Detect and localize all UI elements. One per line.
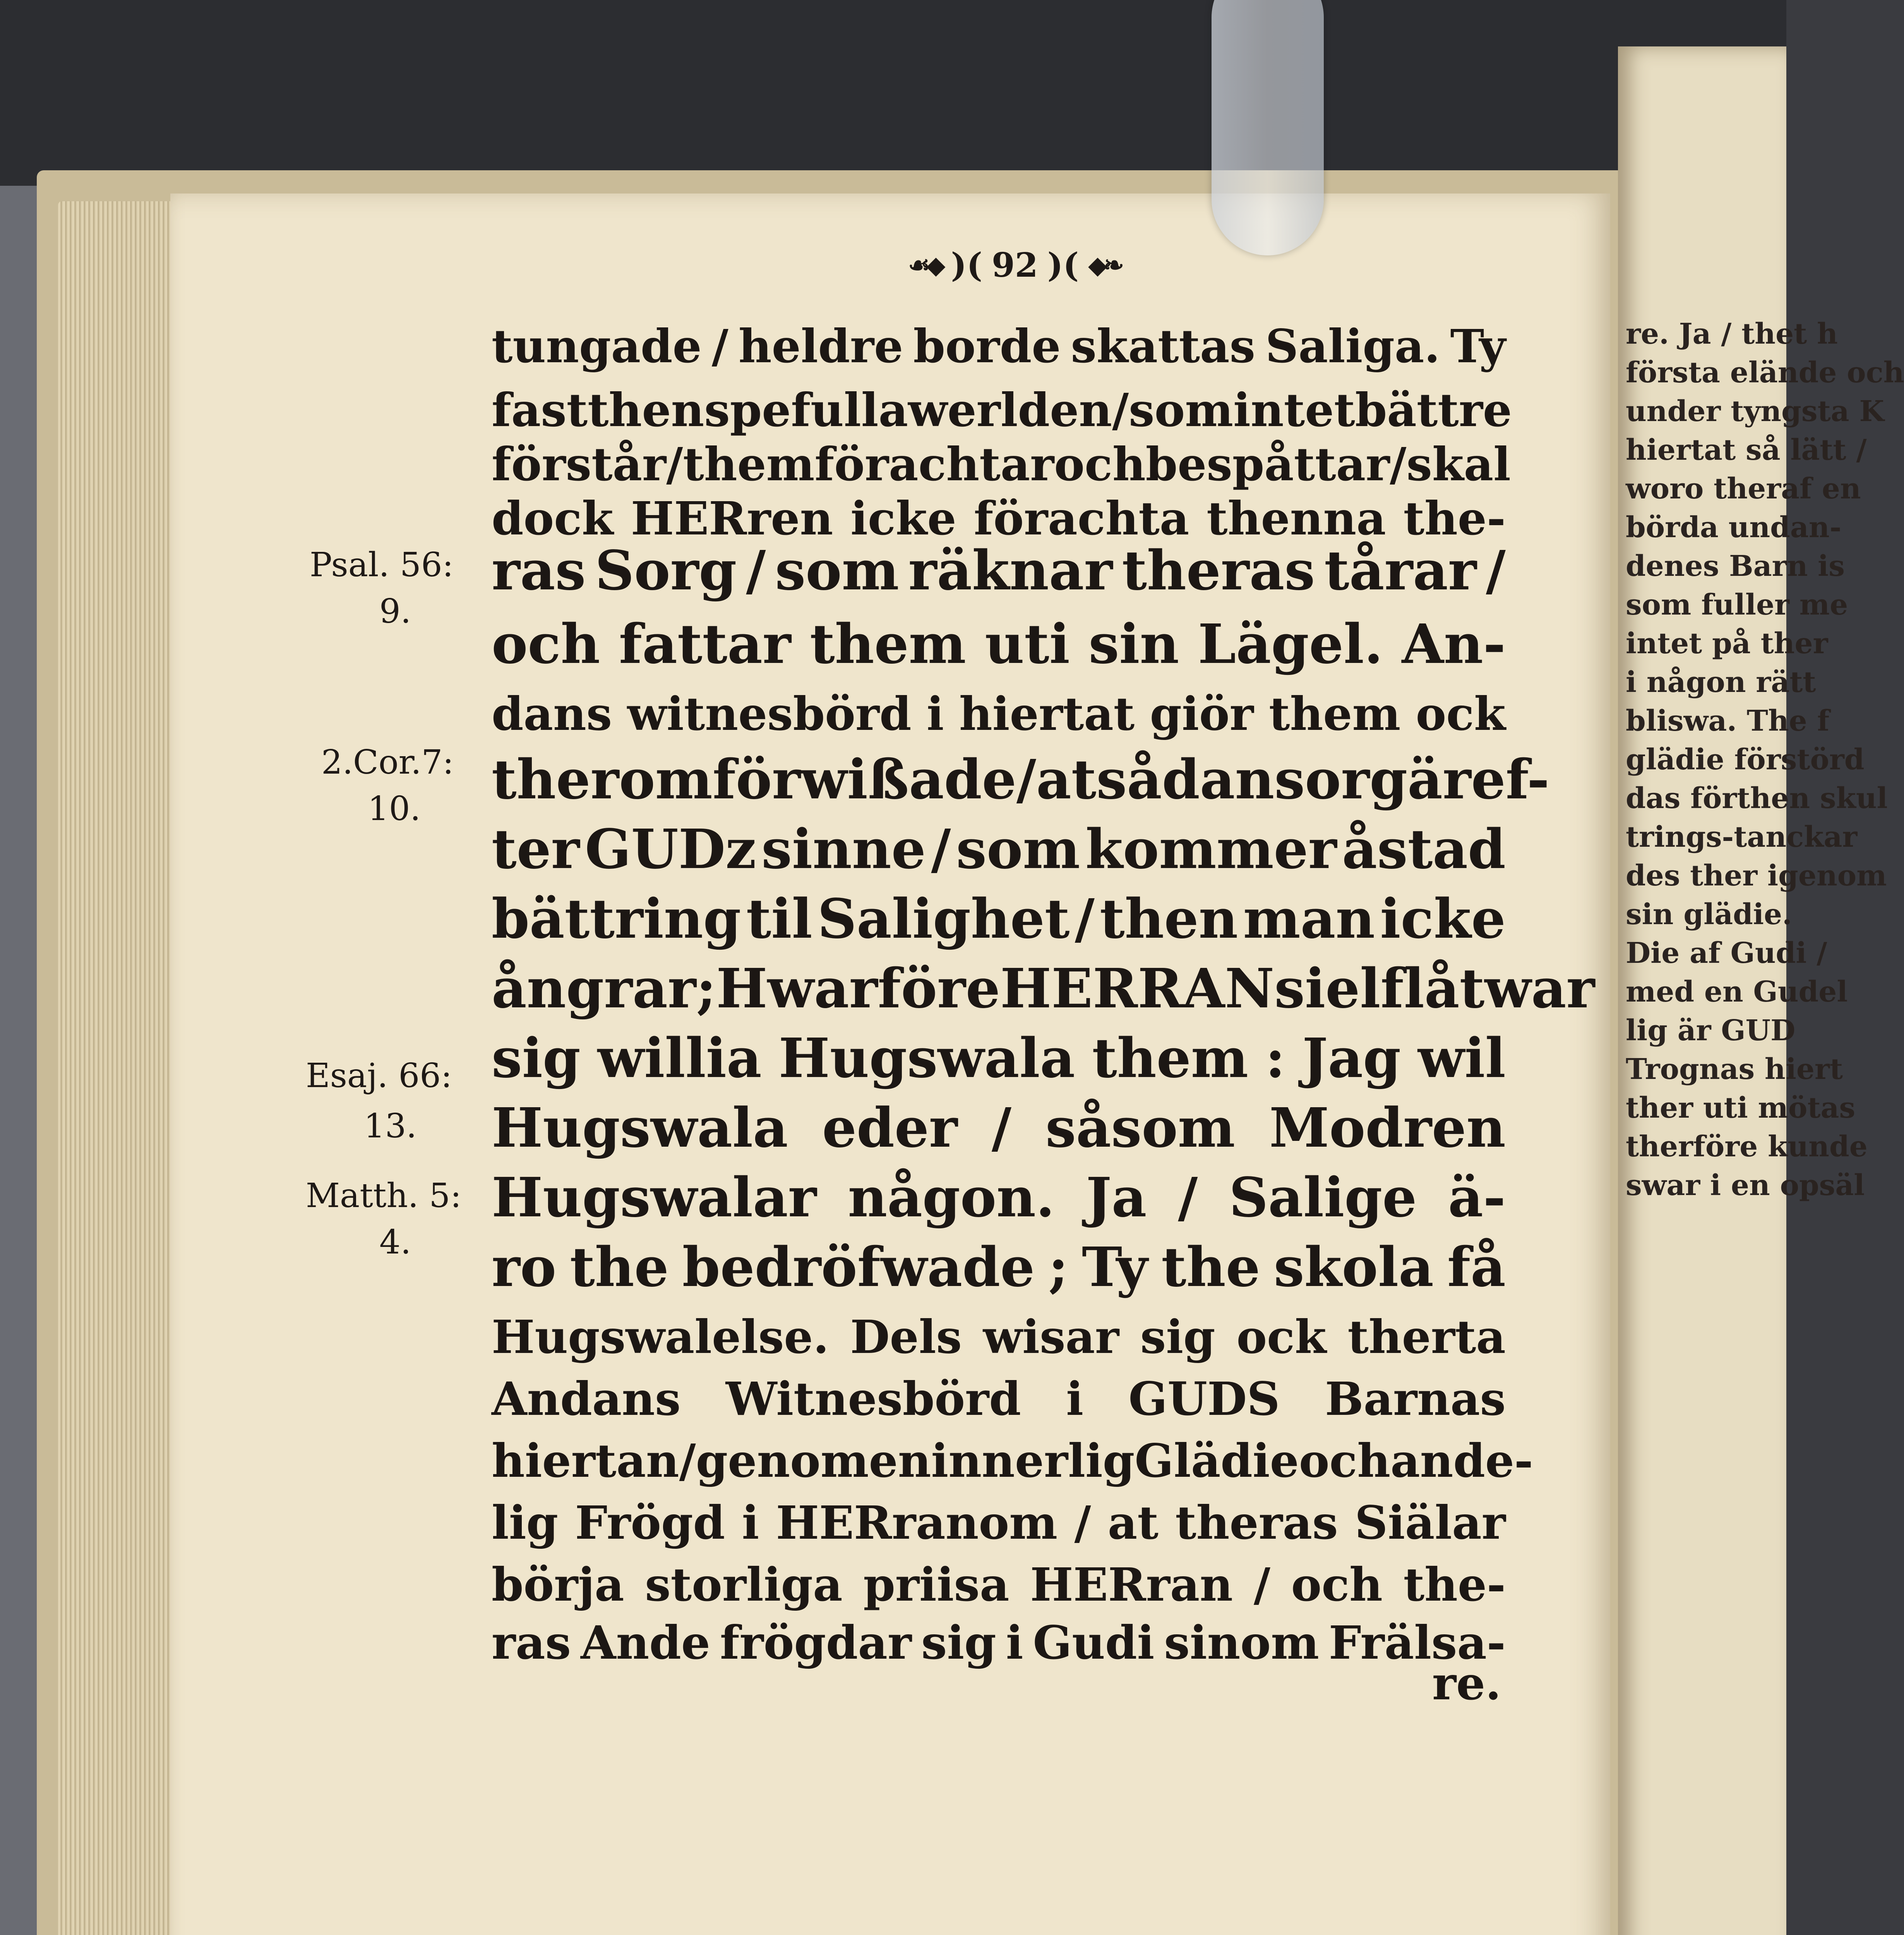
- word: sielf: [1274, 957, 1404, 1021]
- word: fast: [492, 383, 588, 437]
- word: til: [746, 887, 812, 951]
- word: såsom: [1045, 1096, 1235, 1160]
- text-line: [492, 1366, 1506, 1432]
- word: och: [1054, 437, 1146, 491]
- margin-ref-verse: 13.: [364, 1107, 417, 1146]
- word: sig: [1140, 1310, 1215, 1364]
- word: ande-: [1390, 1434, 1534, 1488]
- word: ock: [1236, 1310, 1326, 1364]
- next-page-line: bliswa. The f: [1626, 704, 1830, 738]
- word: borde: [913, 319, 1061, 373]
- word: i: [742, 1496, 759, 1550]
- word: förwißade: [712, 748, 1016, 812]
- word: skattas: [1071, 319, 1256, 373]
- word: Sorg: [595, 539, 737, 603]
- word: wil: [1418, 1027, 1506, 1090]
- word: som: [775, 539, 899, 603]
- word: at: [1036, 748, 1097, 812]
- text-line: [492, 747, 1550, 813]
- word: eder: [822, 1096, 958, 1160]
- margin-ref-verse: 4.: [379, 1223, 411, 1262]
- margin-ref: Matth. 5:: [306, 1176, 462, 1215]
- word: Hugswalelse.: [492, 1310, 829, 1364]
- word: HERRAN: [1000, 957, 1275, 1021]
- word: sinom: [1164, 1616, 1319, 1670]
- word: Ty: [1082, 1236, 1148, 1299]
- word: :: [1265, 1027, 1285, 1090]
- text-line: [492, 611, 1506, 677]
- next-page-line: med en Gudel: [1626, 975, 1848, 1009]
- word: dans: [492, 687, 612, 741]
- word: Ja: [1086, 1166, 1147, 1229]
- word: /: [1253, 1558, 1270, 1611]
- margin-ref: Esaj. 66:: [306, 1057, 452, 1095]
- next-page-line: ther uti mötas: [1626, 1091, 1856, 1125]
- text-line: [492, 886, 1506, 952]
- word: och: [1291, 1558, 1383, 1611]
- word: theras: [1122, 539, 1315, 603]
- word: bedröfwade: [682, 1236, 1035, 1299]
- word: ångrar: [492, 957, 696, 1021]
- word: the: [570, 1236, 669, 1299]
- word: Saliga.: [1265, 319, 1440, 373]
- text-line: [492, 1490, 1506, 1556]
- word: them: [683, 437, 815, 491]
- next-page-line: swar i en opsäl: [1626, 1169, 1865, 1202]
- next-page: [1618, 46, 1904, 1935]
- word: ter: [492, 818, 580, 881]
- word: lig: [492, 1496, 559, 1550]
- next-page-line: Trognas hiert: [1626, 1053, 1843, 1086]
- word: the-: [1403, 1558, 1506, 1611]
- next-page-line: Die af Gudi /: [1626, 937, 1827, 970]
- word: An-: [1402, 613, 1506, 676]
- word: /: [679, 1434, 696, 1488]
- word: Frögd: [575, 1496, 725, 1550]
- word: bättre: [1355, 383, 1512, 437]
- word: then: [1100, 887, 1238, 951]
- word: then: [588, 383, 704, 437]
- margin-ref-verse: 9.: [379, 592, 411, 631]
- word: Dels: [850, 1310, 962, 1364]
- word: them: [1269, 687, 1401, 741]
- word: skal: [1406, 437, 1511, 491]
- margin-ref: 2.Cor.7:: [321, 743, 454, 782]
- word: kommer: [1085, 818, 1337, 881]
- word: Lägel.: [1198, 613, 1383, 676]
- word: sorg: [1274, 748, 1408, 812]
- word: i: [1066, 1372, 1084, 1426]
- word: intet: [1233, 383, 1355, 437]
- text-line: [492, 538, 1506, 604]
- header-bracket-left: )(: [951, 245, 983, 285]
- word: ock: [1416, 687, 1506, 741]
- word: ras: [492, 1616, 571, 1670]
- next-page-line: intet på ther: [1626, 627, 1828, 660]
- word: at: [1107, 1496, 1159, 1550]
- word: innerlig: [931, 1434, 1135, 1488]
- word: Modren: [1269, 1096, 1506, 1160]
- text-line: [492, 1428, 1534, 1494]
- word: thenna: [1206, 491, 1386, 545]
- text-line: [492, 681, 1506, 747]
- next-page-line: sin glädie.: [1626, 898, 1792, 931]
- word: i: [1006, 1616, 1023, 1670]
- word: få: [1447, 1236, 1506, 1299]
- header-bracket-right: )(: [1047, 245, 1079, 285]
- word: förstår: [492, 437, 667, 491]
- next-page-line: woro theraf en: [1626, 472, 1861, 505]
- word: Siälar: [1355, 1496, 1506, 1550]
- word: genom: [696, 1434, 869, 1488]
- word: som: [1129, 383, 1234, 437]
- left-ornament-icon: ☙◆: [908, 250, 942, 280]
- background-dark: [0, 0, 1786, 186]
- word: theras: [1175, 1496, 1338, 1550]
- word: the-: [1403, 491, 1506, 545]
- word: bespåttar: [1145, 437, 1390, 491]
- word: som: [956, 818, 1080, 881]
- word: sig: [492, 1027, 581, 1090]
- page-number: 92: [992, 245, 1038, 285]
- word: Andans: [492, 1372, 681, 1426]
- word: /: [746, 539, 766, 603]
- next-page-line: första elände och: [1626, 356, 1904, 389]
- word: /: [1075, 887, 1095, 951]
- word: ro: [492, 1236, 557, 1299]
- right-ornament-icon: ◆❧: [1088, 250, 1120, 280]
- word: tungade: [492, 319, 702, 373]
- word: hiertat: [959, 687, 1135, 741]
- word: fattar: [619, 613, 791, 676]
- word: Hugswala: [492, 1096, 788, 1160]
- word: /: [1112, 383, 1129, 437]
- word: Salige: [1229, 1166, 1417, 1229]
- word: Salighet: [817, 887, 1070, 951]
- page-clip-top: [1212, 0, 1324, 255]
- word: är: [1407, 748, 1471, 812]
- word: Hugswala: [778, 1027, 1075, 1090]
- word: en: [869, 1434, 931, 1488]
- word: ras: [492, 539, 586, 603]
- next-page-line: hiertat så lätt /: [1626, 433, 1867, 467]
- next-page-line: som fuller me: [1626, 588, 1848, 622]
- word: them: [1092, 1027, 1248, 1090]
- word: spefulla: [704, 383, 908, 437]
- next-page-line: i någon rätt: [1626, 666, 1816, 699]
- word: witnesbörd: [627, 687, 912, 741]
- page-edges: [58, 201, 186, 1935]
- next-page-line: under tyngsta K: [1626, 395, 1884, 428]
- next-page-line: denes Barn is: [1626, 550, 1845, 583]
- word: ;: [1048, 1236, 1068, 1299]
- word: /: [666, 437, 683, 491]
- word: Hugswalar: [492, 1166, 817, 1229]
- word: ef-: [1471, 748, 1550, 812]
- word: GUDS: [1128, 1372, 1280, 1426]
- word: giör: [1150, 687, 1254, 741]
- word: hiertan: [492, 1434, 679, 1488]
- word: Barnas: [1325, 1372, 1506, 1426]
- word: /: [1486, 539, 1506, 603]
- word: sin: [1088, 613, 1179, 676]
- text-line: [492, 313, 1506, 379]
- word: HERran: [1030, 1558, 1233, 1611]
- text-line: [492, 1235, 1506, 1300]
- word: sinne: [761, 818, 926, 881]
- text-line: [492, 1095, 1506, 1161]
- word: någon.: [848, 1166, 1055, 1229]
- word: dock: [492, 491, 614, 545]
- word: förachtar: [814, 437, 1054, 491]
- word: förachta: [973, 491, 1189, 545]
- word: Ande: [580, 1616, 710, 1670]
- word: werlden: [908, 383, 1112, 437]
- word: bättring: [492, 887, 741, 951]
- word: Witnesbörd: [725, 1372, 1021, 1426]
- word: willia: [597, 1027, 762, 1090]
- word: therom: [492, 748, 713, 812]
- word: priisa: [863, 1558, 1009, 1611]
- word: i: [926, 687, 944, 741]
- word: /: [1178, 1166, 1198, 1229]
- word: sig: [921, 1616, 996, 1670]
- word: therta: [1347, 1310, 1506, 1364]
- word: /: [991, 1096, 1012, 1160]
- word: ;: [696, 957, 716, 1021]
- word: frögdar: [720, 1616, 912, 1670]
- word: HERren: [631, 491, 833, 545]
- text-line: [492, 956, 1595, 1022]
- next-page-line: therföre kunde: [1626, 1130, 1868, 1163]
- next-page-line: trings-tanckar: [1626, 820, 1858, 854]
- margin-ref-verse: 10.: [368, 789, 421, 828]
- text-line: [492, 1610, 1506, 1676]
- word: ä-: [1448, 1166, 1506, 1229]
- word: the: [1161, 1236, 1260, 1299]
- word: börja: [492, 1558, 624, 1611]
- word: man: [1243, 887, 1375, 951]
- word: HERranom: [776, 1496, 1058, 1550]
- word: räknar: [908, 539, 1113, 603]
- word: /: [1074, 1496, 1091, 1550]
- word: och: [492, 613, 600, 676]
- word: Jag: [1302, 1027, 1401, 1090]
- word: wisar: [983, 1310, 1119, 1364]
- word: åstad: [1342, 818, 1506, 881]
- word: skola: [1273, 1236, 1434, 1299]
- word: storliga: [645, 1558, 843, 1611]
- word: GUDz: [585, 818, 756, 881]
- word: icke: [850, 491, 956, 545]
- word: Ty: [1450, 319, 1506, 373]
- word: /: [1390, 437, 1407, 491]
- text-line: [492, 1552, 1506, 1618]
- word: Frälsa-: [1328, 1616, 1506, 1670]
- word: tårar: [1324, 539, 1477, 603]
- next-page-line: lig är GUD: [1626, 1014, 1796, 1047]
- word: them: [810, 613, 966, 676]
- text-line: [492, 817, 1506, 882]
- word: /: [711, 319, 728, 373]
- word: Glädie: [1135, 1434, 1299, 1488]
- word: heldre: [738, 319, 903, 373]
- next-page-line: das förthen skul: [1626, 782, 1888, 815]
- word: och: [1299, 1434, 1391, 1488]
- word: Hwarföre: [716, 957, 1001, 1021]
- next-page-line: re. Ja / thet h: [1626, 317, 1838, 351]
- next-page-line: glädie förstörd: [1626, 743, 1865, 776]
- page-header: [863, 240, 1165, 290]
- word: låtwar: [1404, 957, 1595, 1021]
- word: /: [931, 818, 951, 881]
- text-line: [492, 1165, 1506, 1231]
- next-page-line: des ther igenom: [1626, 859, 1887, 892]
- word: uti: [985, 613, 1070, 676]
- margin-ref: Psal. 56:: [310, 546, 454, 584]
- catchword: re.: [1432, 1656, 1501, 1710]
- word: sådan: [1096, 748, 1275, 812]
- word: /: [1016, 748, 1037, 812]
- text-line: [492, 1026, 1506, 1091]
- next-page-line: börda undan-: [1626, 511, 1842, 544]
- word: Gudi: [1033, 1616, 1155, 1670]
- text-line: [492, 1304, 1506, 1370]
- word: icke: [1380, 887, 1506, 951]
